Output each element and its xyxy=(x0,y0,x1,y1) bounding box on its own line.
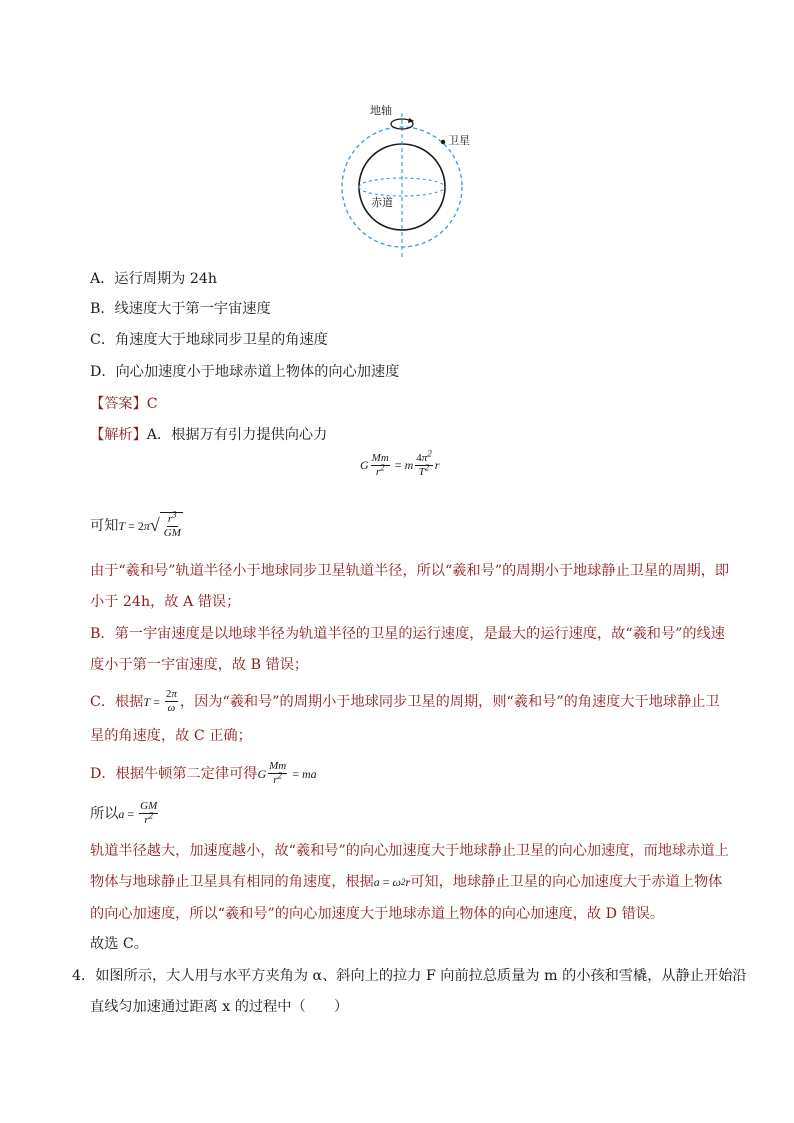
answer-value: C xyxy=(146,396,158,412)
option-c: C．角速度大于地球同步卫星的角速度 xyxy=(90,332,328,348)
option-d: D．向心加速度小于地球赤道上物体的向心加速度 xyxy=(90,364,400,380)
formula-gravity-centripetal: G $\frac{Mm}{r^2}$ = m $\frac{4\pi^2}{T^2}$ r xyxy=(360,448,440,478)
formula-angular: T = $\frac{2\pi}{\omega}$ xyxy=(143,688,177,714)
answer-line xyxy=(90,394,158,414)
analysis-a-know: 可知 T = 2 π √ $\frac{r^3}{GM}$ xyxy=(90,509,181,539)
question4-line1: 4．如图所示，大人用与水平方夹角为 α、斜向上的拉力 F 向前拉总质量为 m 的小孩和雪橇，从静止开始沿 xyxy=(72,968,747,984)
option-b: B．线速度大于第一宇宙速度 xyxy=(90,301,271,317)
analysis-conclusion: 故选 C。 xyxy=(90,936,148,952)
analysis-d-line2: 轨道半径越大，加速度越小，故“羲和号”的向心加速度大于地球静止卫星的向心加速度，而地球赤道上 xyxy=(90,843,729,859)
analysis-c-line2: 星的角速度，故 C 正确； xyxy=(90,728,252,744)
analysis-c-line1: C．根据 T = $\frac{2\pi}{\omega}$ ，因为“羲和号”的周期小于地球同步卫星的周期，则“羲和号”的角速度大于地球静止卫 xyxy=(90,688,720,714)
analysis-d-so: 所以 a = $\frac{GM}{r^2}$ xyxy=(90,800,160,827)
formula-newton: G $\frac{Mm}{r^2}$ = ma xyxy=(257,760,317,786)
equator-label: 赤道 xyxy=(371,196,393,209)
formula-omega-r: a = ω 2 r xyxy=(373,875,411,889)
option-a: A．运行周期为 24h xyxy=(90,271,218,287)
analysis-b-line1: B．第一宇宙速度是以地球半径为轨道半径的卫星的运行速度，是最大的运行速度，故“羲和号”的线速 xyxy=(90,626,725,642)
satellite-dot xyxy=(441,140,445,144)
satellite-label: 卫星 xyxy=(448,134,470,147)
analysis-label: 【解析】 xyxy=(90,427,147,443)
analysis-b-line2: 度小于第一宇宙速度，故 B 错误； xyxy=(90,657,309,673)
analysis-d-line3: 物体与地球静止卫星具有相同的角速度，根据 a = ω 2 r 可知，地球静止卫星的向心加速度大于赤道上物体 xyxy=(90,874,723,890)
satellite-orbit-figure xyxy=(330,95,480,265)
analysis-a-intro: 【解析】A．根据万有引力提供向心力 xyxy=(90,427,328,443)
analysis-a-line2: 小于 24h，故 A 错误； xyxy=(90,594,241,610)
axis-label: 地轴 xyxy=(370,104,392,117)
analysis-a-line1: 由于“羲和号”轨道半径小于地球同步卫星轨道半径，所以“羲和号”的周期小于地球静止卫星的周期，即 xyxy=(90,563,730,579)
formula-period: T = 2 π √ $\frac{r^3}{GM}$ xyxy=(118,509,181,539)
answer-label: 【答案】 xyxy=(90,396,147,412)
formula-acceleration: a = $\frac{GM}{r^2}$ xyxy=(118,800,158,826)
analysis-d-line4: 的向心加速度，所以“羲和号”的向心加速度大于地球赤道上物体的向心加速度，故 D 错误。 xyxy=(90,906,665,922)
question4-line2: 直线匀加速通过距离 x 的过程中（ ） xyxy=(90,999,349,1015)
analysis-d-line1: D．根据牛顿第二定律可得 G $\frac{Mm}{r^2}$ = ma xyxy=(90,760,317,786)
